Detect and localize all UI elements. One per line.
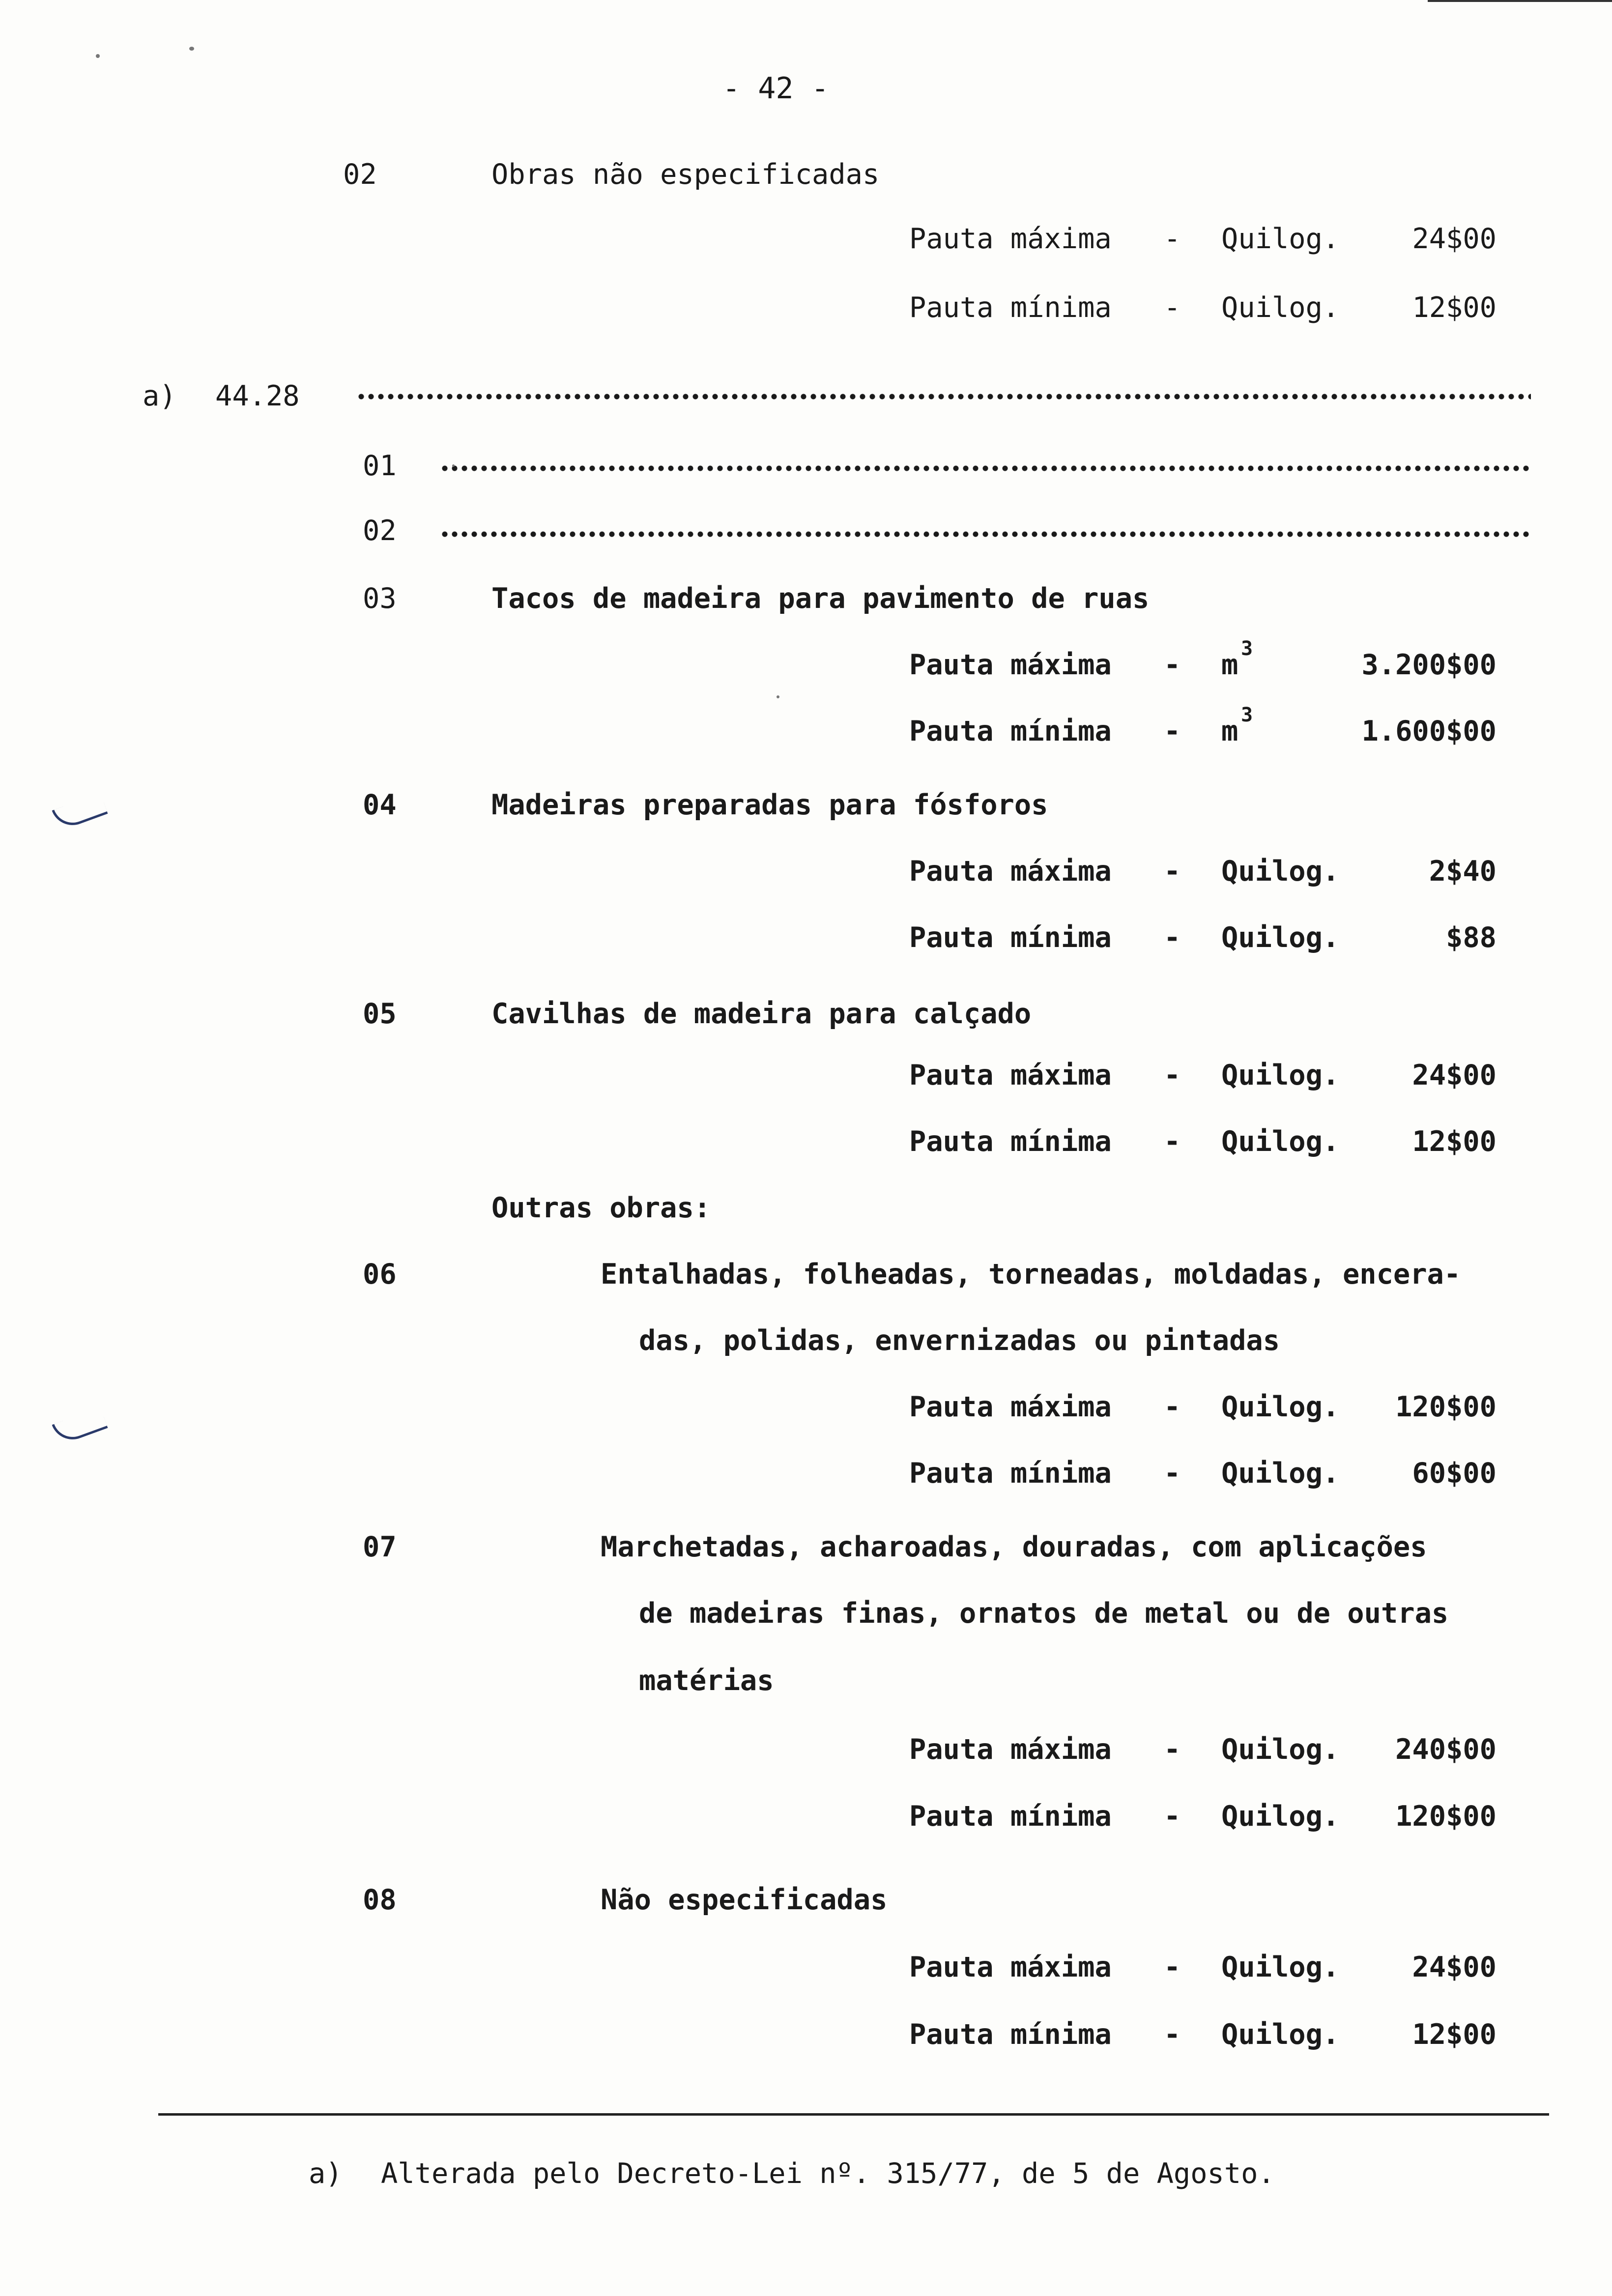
pauta-dash: - — [1164, 855, 1181, 888]
pauta-unit: Quilog. — [1221, 1059, 1340, 1091]
dot-leader — [356, 393, 1531, 400]
pauta-value: 12$00 — [1412, 291, 1497, 324]
page-number: - 42 - — [722, 71, 829, 106]
pauta-label: Pauta mínima — [909, 2018, 1112, 2051]
pauta-label: Pauta máxima — [909, 223, 1112, 255]
pauta-dash: - — [1164, 921, 1181, 954]
pauta-dash: - — [1164, 291, 1181, 324]
heading-marker: a) — [143, 380, 176, 412]
pauta-label: Pauta mínima — [909, 921, 1112, 954]
item-code: 08 — [363, 1884, 397, 1916]
scan-speck — [189, 47, 194, 51]
item-code: 07 — [363, 1531, 397, 1563]
item-code: 03 — [363, 582, 397, 615]
item-description: Tacos de madeira para pavimento de ruas — [491, 582, 1150, 615]
item-description: matérias — [639, 1665, 774, 1697]
pauta-unit: Quilog. — [1221, 2018, 1340, 2051]
item-code: 02 — [343, 158, 377, 191]
dot-leader — [440, 531, 1531, 538]
pauta-unit: Quilog. — [1221, 1733, 1340, 1766]
pauta-unit: Quilog. — [1221, 1951, 1340, 1983]
pauta-dash: - — [1164, 1951, 1181, 1983]
pauta-dash: - — [1164, 1457, 1181, 1490]
pauta-label: Pauta máxima — [909, 1391, 1112, 1423]
item-description: Madeiras preparadas para fósforos — [491, 789, 1048, 821]
pauta-label: Pauta máxima — [909, 1059, 1112, 1091]
pauta-label: Pauta máxima — [909, 1733, 1112, 1766]
heading-code: 44.28 — [215, 380, 300, 412]
pauta-dash: - — [1164, 649, 1181, 681]
pauta-value: 24$00 — [1412, 1951, 1497, 1983]
scan-speck — [452, 464, 455, 467]
section-subheading: Outras obras: — [491, 1192, 711, 1224]
item-description: Não especificadas — [601, 1884, 888, 1916]
pauta-unit: m — [1221, 715, 1238, 747]
pauta-label: Pauta mínima — [909, 1800, 1112, 1833]
item-description: Cavilhas de madeira para calçado — [491, 998, 1032, 1030]
pauta-label: Pauta mínima — [909, 715, 1112, 747]
pauta-dash: - — [1164, 2018, 1181, 2051]
pauta-dash: - — [1164, 1733, 1181, 1766]
pauta-unit: Quilog. — [1221, 1457, 1340, 1490]
pauta-dash: - — [1164, 1391, 1181, 1423]
pauta-dash: - — [1164, 1059, 1181, 1091]
pauta-value: 12$00 — [1412, 1125, 1497, 1158]
pauta-dash: - — [1164, 715, 1181, 747]
pauta-value: 2$40 — [1429, 855, 1497, 888]
pauta-value: 12$00 — [1412, 2018, 1497, 2051]
unit-superscript: 3 — [1241, 637, 1253, 660]
pauta-value: 3.200$00 — [1361, 649, 1497, 681]
scan-edge — [1428, 0, 1612, 2]
pauta-value: 24$00 — [1412, 1059, 1497, 1091]
footnote-marker: a) — [309, 2157, 343, 2190]
pauta-label: Pauta mínima — [909, 1457, 1112, 1490]
unit-superscript: 3 — [1241, 704, 1253, 726]
item-code: 02 — [363, 515, 397, 547]
pauta-label: Pauta máxima — [909, 1951, 1112, 1983]
pauta-value: 60$00 — [1412, 1457, 1497, 1490]
footnote-rule — [158, 2113, 1549, 2116]
pauta-label: Pauta máxima — [909, 855, 1112, 888]
pauta-unit: Quilog. — [1221, 1125, 1340, 1158]
item-description: Marchetadas, acharoadas, douradas, com aplicações — [601, 1531, 1427, 1563]
item-code: 06 — [363, 1258, 397, 1291]
item-description: das, polidas, envernizadas ou pintadas — [639, 1324, 1280, 1357]
pauta-dash: - — [1164, 1125, 1181, 1158]
pauta-value: 24$00 — [1412, 223, 1497, 255]
scan-speck — [96, 54, 100, 58]
pauta-unit: m — [1221, 649, 1238, 681]
pauta-value: $88 — [1446, 921, 1497, 954]
pauta-unit: Quilog. — [1221, 291, 1340, 324]
pauta-value: 240$00 — [1395, 1733, 1497, 1766]
pauta-label: Pauta mínima — [909, 291, 1112, 324]
pauta-label: Pauta mínima — [909, 1125, 1112, 1158]
footnote-text: Alterada pelo Decreto-Lei nº. 315/77, de 5 de Agosto. — [381, 2157, 1275, 2190]
scan-speck — [777, 695, 779, 698]
item-code: 05 — [363, 998, 397, 1030]
pauta-unit: Quilog. — [1221, 855, 1340, 888]
pauta-value: 1.600$00 — [1361, 715, 1497, 747]
item-description: Obras não especificadas — [491, 158, 880, 191]
pauta-value: 120$00 — [1395, 1391, 1497, 1423]
pauta-unit: Quilog. — [1221, 1800, 1340, 1833]
dot-leader — [440, 465, 1531, 472]
scan-mark — [52, 1407, 108, 1445]
item-code: 04 — [363, 789, 397, 821]
pauta-dash: - — [1164, 223, 1181, 255]
pauta-unit: Quilog. — [1221, 223, 1340, 255]
item-code: 01 — [363, 450, 397, 482]
pauta-unit: Quilog. — [1221, 1391, 1340, 1423]
pauta-label: Pauta máxima — [909, 649, 1112, 681]
pauta-dash: - — [1164, 1800, 1181, 1833]
item-description: Entalhadas, folheadas, torneadas, moldadas, encera- — [601, 1258, 1461, 1291]
pauta-unit: Quilog. — [1221, 921, 1340, 954]
pauta-value: 120$00 — [1395, 1800, 1497, 1833]
item-description: de madeiras finas, ornatos de metal ou de outras — [639, 1597, 1449, 1630]
scan-mark — [52, 793, 108, 831]
